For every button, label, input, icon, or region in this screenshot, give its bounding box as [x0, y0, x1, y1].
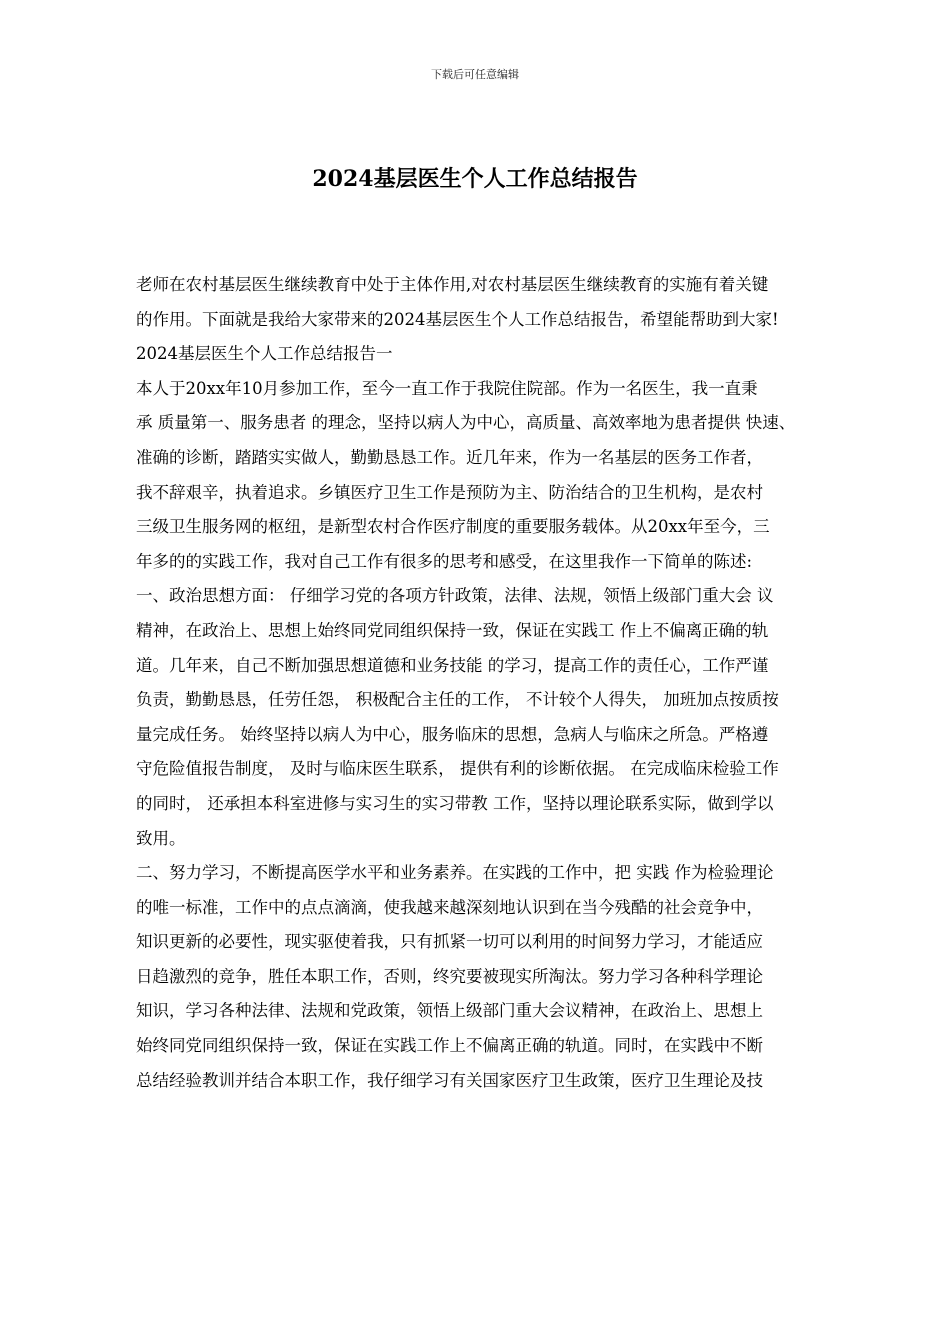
- body-line: 致用。: [136, 828, 186, 848]
- document-body: [136, 268, 896, 1098]
- body-line: 量完成任务。 始终坚持以病人为中心，服务临床的思想，急病人与临床之所急。严格遵: [136, 724, 769, 744]
- document-title: 2024基层医生个人工作总结报告: [312, 166, 638, 192]
- body-line: 三级卫生服务网的枢纽，是新型农村合作医疗制度的重要服务载体。从20xx年至今，三: [136, 517, 770, 537]
- body-line: 准确的诊断，踏踏实实做人，勤勤恳恳工作。近几年来，作为一名基层的医务工作者，: [136, 447, 763, 467]
- body-line: 守危险值报告制度， 及时与临床医生联系， 提供有利的诊断依据。 在完成临床检验工作: [136, 759, 779, 779]
- body-line: 本人于20xx年10月参加工作，至今一直工作于我院住院部。作为一名医生，我一直秉: [136, 378, 758, 398]
- body-line: 老师在农村基层医生继续教育中处于主体作用,对农村基层医生继续教育的实施有着关键: [136, 275, 769, 294]
- body-line: 负责，勤勤恳恳，任劳任怨， 积极配合主任的工作， 不计较个人得失， 加班加点按质按: [136, 690, 779, 710]
- body-line: 知识更新的必要性，现实驱使着我，只有抓紧一切可以利用的时间努力学习，才能适应: [136, 932, 763, 952]
- body-line: 一、政治思想方面： 仔细学习党的各项方针政策，法律、法规，领悟上级部门重大会 议: [136, 586, 774, 606]
- body-line: 二、努力学习，不断提高医学水平和业务素养。在实践的工作中，把 实践 作为检验理论: [136, 863, 774, 883]
- body-line: 知识，学习各种法律、法规和党政策，领悟上级部门重大会议精神，在政治上、思想上: [136, 1001, 763, 1021]
- body-line: 总结经验教训并结合本职工作，我仔细学习有关国家医疗卫生政策，医疗卫生理论及技: [136, 1070, 763, 1090]
- body-line: 精神，在政治上、思想上始终同党同组织保持一致，保证在实践工 作上不偏离正确的轨: [136, 620, 769, 640]
- page-header-note: 下载后可任意编辑: [431, 68, 519, 81]
- body-line: 日趋激烈的竞争，胜任本职工作，否则，终究要被现实所淘汰。努力学习各种科学理论: [136, 966, 763, 986]
- body-line: 的唯一标准，工作中的点点滴滴，使我越来越深刻地认识到在当今残酷的社会竞争中，: [136, 897, 763, 917]
- body-line: 承 质量第一、服务患者 的理念，坚持以病人为中心，高质量、高效率地为患者提供 快速、: [136, 413, 796, 433]
- body-line: 的作用。下面就是我给大家带来的2024基层医生个人工作总结报告，希望能帮助到大家!: [136, 309, 779, 329]
- body-line: 年多的的实践工作，我对自己工作有很多的思考和感受，在这里我作一下简单的陈述:: [136, 551, 753, 571]
- body-line: 道。几年来，自己不断加强思想道德和业务技能 的学习，提高工作的责任心，工作严谨: [136, 655, 769, 675]
- body-line: 始终同党同组织保持一致，保证在实践工作上不偏离正确的轨道。同时，在实践中不断: [136, 1036, 763, 1056]
- section-heading: 2024基层医生个人工作总结报告一: [136, 344, 393, 364]
- body-line: 的同时， 还承担本科室进修与实习生的实习带教 工作，坚持以理论联系实际，做到学以: [136, 793, 774, 813]
- body-line: 我不辞艰辛，执着追求。乡镇医疗卫生工作是预防为主、防治结合的卫生机构，是农村: [136, 482, 763, 502]
